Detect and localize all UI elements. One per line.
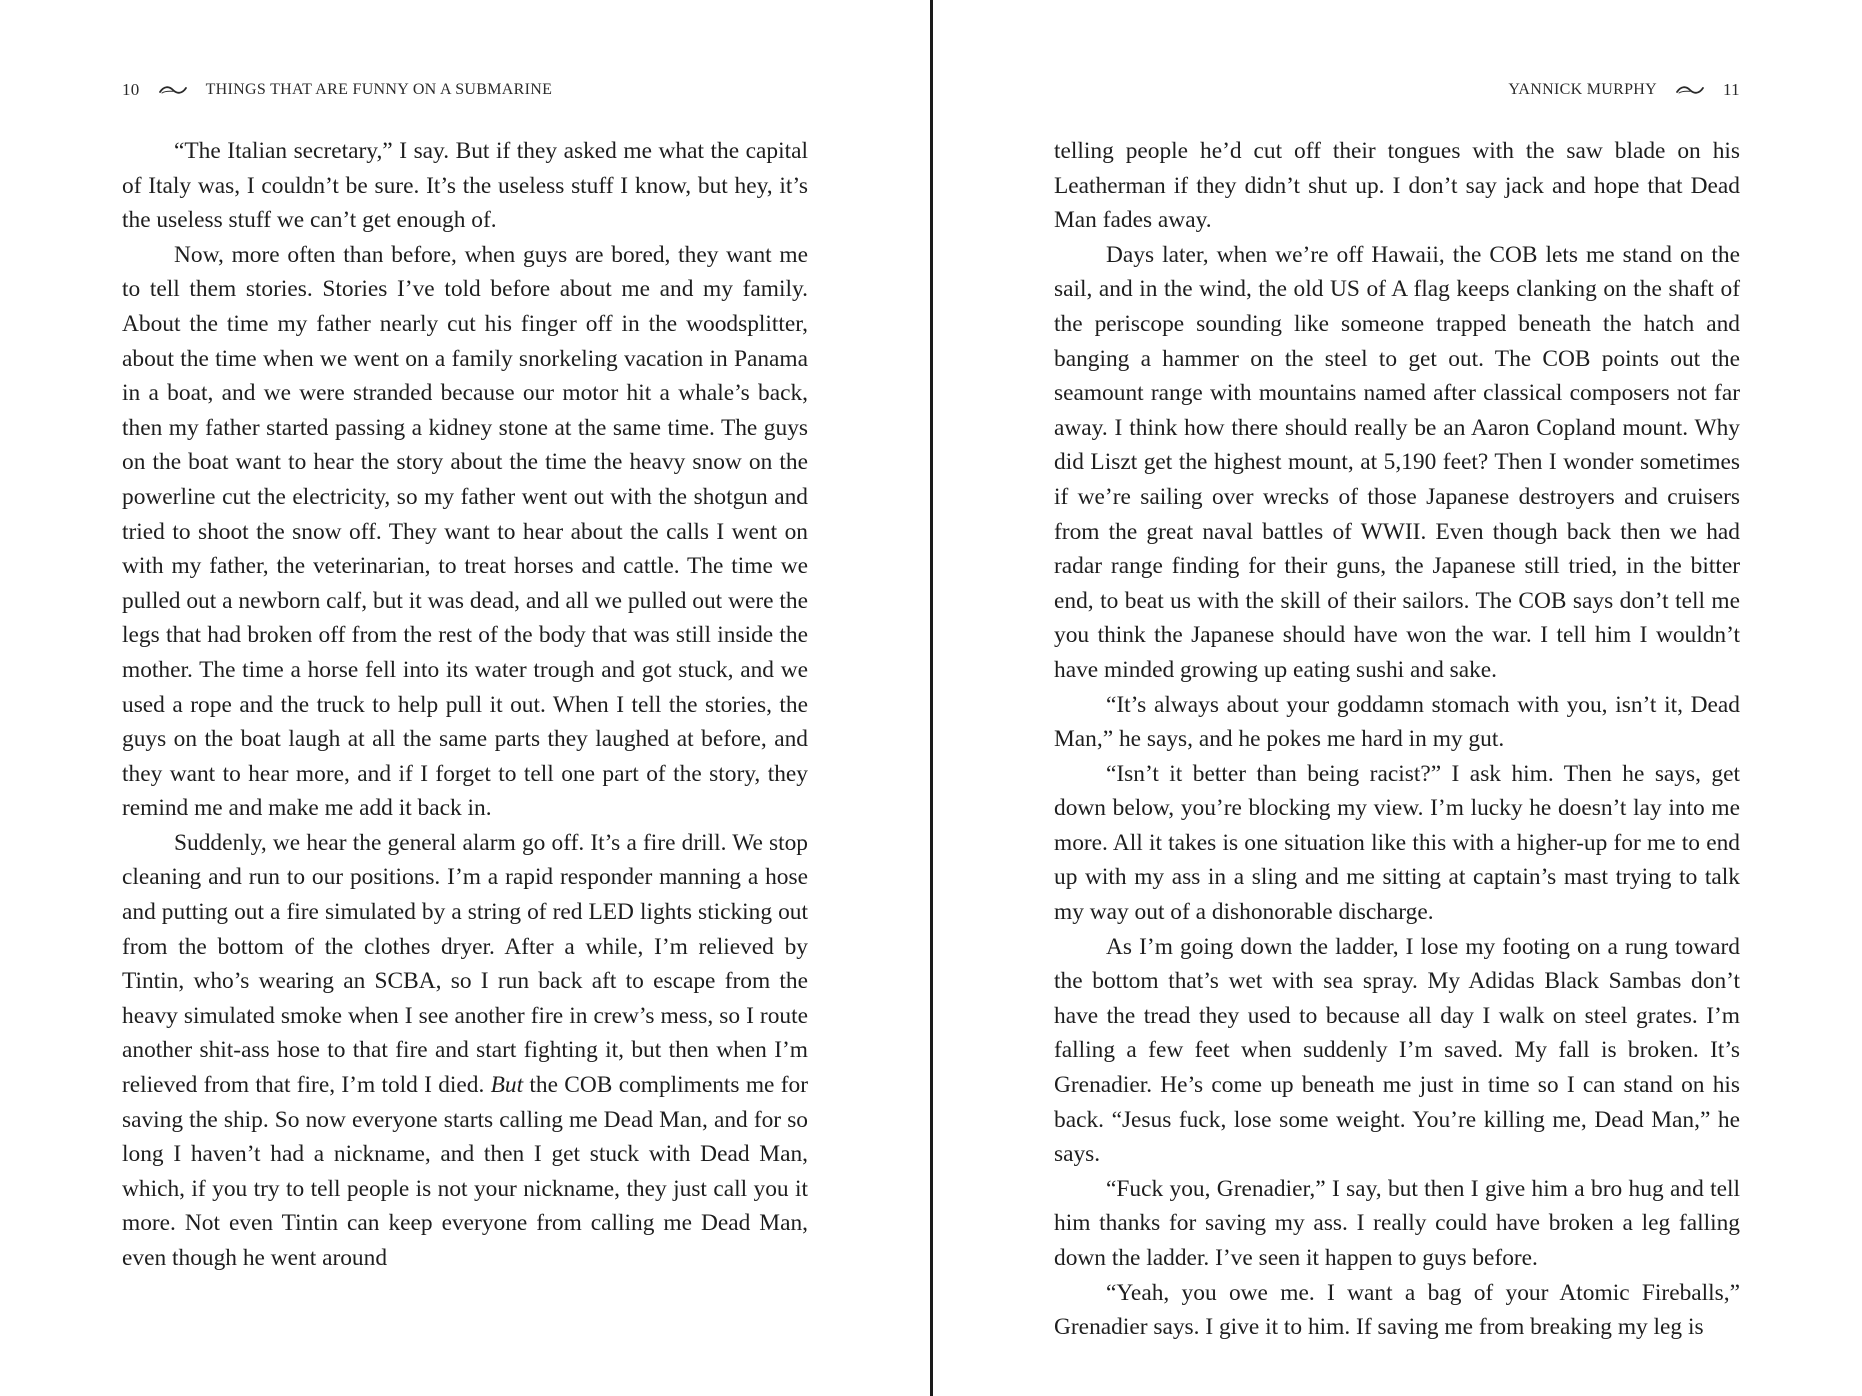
book-title: THINGS THAT ARE FUNNY ON A SUBMARINE <box>205 81 553 98</box>
paragraph: “It’s always about your goddamn stomach with you, isn’t it, Dead Man,” he says, and he pokes me hard in my gut. <box>1054 691 1740 753</box>
swash-ornament-icon <box>1675 83 1705 97</box>
left-page-number: 10 <box>122 80 140 99</box>
paragraph-text: Suddenly, we hear the general alarm go off. It’s a fire drill. We stop cleaning and run to our positions. I’m a rapid responder manning a hose and putting out a fire simulated by a string of red LED lights sticking out from the bottom of the clothes dryer. After a while, I’m relieved by Tintin, who’s wearing an SCBA, so I run back aft to escape from the heavy simulated smoke when I see another fire in crew’s mess, so I route another shit-ass hose to that fire and start fighting it, but then when I’m relieved from that fire, I’m told I died. <box>122 829 808 1099</box>
paragraph: As I’m going down the ladder, I lose my footing on a rung toward the bottom that’s wet with sea spray. My Adidas Black Sambas don’t have the tread they used to because all day I walk on steel grates. I’m falling a few feet when suddenly I’m saved. My fall is broken. It’s Grenadier. He’s come up beneath me just in time so I can stand on his back. “Jesus fuck, lose some weight. You’re killing me, Dead Man,” he says. <box>1054 933 1740 1168</box>
paragraph-text: the COB compliments me for saving the ship. So now everyone starts calling me Dead Man, and for so long I haven’t had a nickname, and then I get stuck with Dead Man, which, if you try to tell people is not your nickname, they just call you it more. Not even Tintin can keep everyone from calling me Dead Man, even though he went around <box>122 1072 808 1271</box>
paragraph-continuation: telling people he’d cut off their tongues with the saw blade on his Leatherman if they didn’t shut up. I don’t say jack and hope that Dead Man fades away. <box>1054 138 1740 234</box>
right-page <box>933 0 1862 1396</box>
paragraph: “Fuck you, Grenadier,” I say, but then I give him a bro hug and tell him thanks for saving my ass. I really could have broken a leg falling down the ladder. I’ve seen it happen to guys before. <box>1054 1175 1740 1271</box>
right-running-head <box>1508 78 1740 102</box>
emphasized-word: But <box>490 1072 524 1099</box>
left-page <box>0 0 930 1396</box>
paragraph: “Isn’t it better than being racist?” I ask him. Then he says, get down below, you’re blocking my view. I’m lucky he doesn’t lay into me more. All it takes is one situation like this with a higher-up for me to end up with my ass in a sling and me sitting at captain’s mast trying to talk my way out of a dishonorable discharge. <box>1054 760 1740 926</box>
right-text-block <box>1054 134 1740 1345</box>
paragraph: Days later, when we’re off Hawaii, the COB lets me stand on the sail, and in the wind, the old US of A flag keeps clanking on the shaft of the periscope sounding like someone trapped beneath the hatch and banging a hammer on the steel to get out. The COB points out the seamount range with mountains named after classical composers not far away. I think how there should really be an Aaron Copland mount. Why did Liszt get the highest mount, at 5,190 feet? Then I wonder sometimes if we’re sailing over wrecks of those Japanese destroyers and cruisers from the great naval battles of WWII. Even though back then we had radar range finding for their guns, the Japanese still tried, in the bitter end, to beat us with the skill of their sailors. The COB says don’t tell me you think the Japanese should have won the war. I tell him I wouldn’t have minded growing up eating sushi and sake. <box>1054 241 1740 683</box>
left-running-head <box>122 78 552 102</box>
author-name: YANNICK MURPHY <box>1508 81 1658 98</box>
paragraph: Now, more often than before, when guys are bored, they want me to tell them stories. Stories I’ve told before about me and my family. About the time my father nearly cut his finger off in the woodsplitter, about the time when we went on a family snorkeling vacation in Panama in a boat, and we were stranded because our motor hit a whale’s back, then my father started passing a kidney stone at the same time. The guys on the boat want to hear the story about the time the heavy snow on the powerline cut the electricity, so my father went out with the shotgun and tried to shoot the snow off. They want to hear about the calls I went on with my father, the veterinarian, to treat horses and cattle. The time we pulled out a newborn calf, but it was dead, and all we pulled out were the legs that had broken off from the rest of the body that was still inside the mother. The time a horse fell into its water trough and got stuck, and we used a rope and the truck to help pull it out. When I tell the stories, the guys on the boat laugh at all the same parts they laughed at before, and they want to hear more, and if I forget to tell one part of the story, they remind me and make me add it back in. <box>122 241 808 822</box>
right-page-number: 11 <box>1723 80 1740 99</box>
left-text-block <box>122 134 808 1276</box>
paragraph: “Yeah, you owe me. I want a bag of your Atomic Fireballs,” Grenadier says. I give it to him. If saving me from breaking my leg is <box>1054 1279 1740 1341</box>
swash-ornament-icon <box>158 83 188 97</box>
paragraph: “The Italian secretary,” I say. But if they asked me what the capital of Italy was, I couldn’t be sure. It’s the useless stuff I know, but hey, it’s the useless stuff we can’t get enough of. <box>122 138 808 234</box>
paragraph <box>122 826 808 1276</box>
